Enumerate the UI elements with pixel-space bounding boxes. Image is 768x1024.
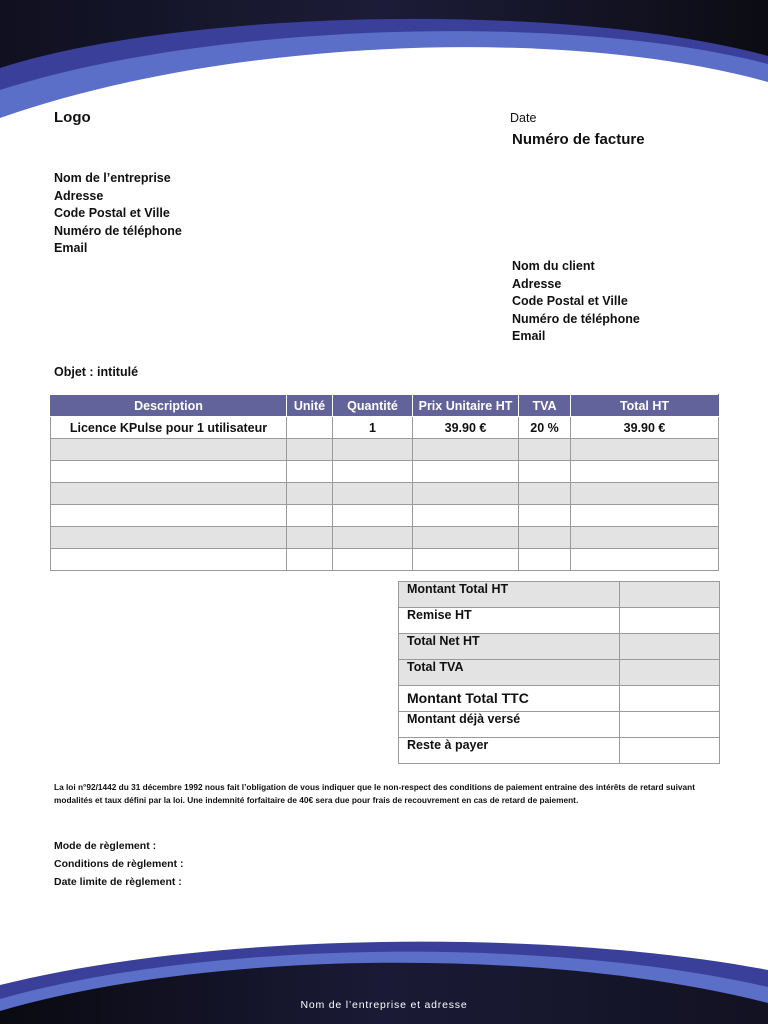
payment-mode-label: Mode de règlement : [54, 840, 157, 852]
col-header-unit-price: Prix Unitaire HT [413, 395, 519, 417]
table-cell [51, 461, 287, 483]
item-unit [287, 417, 333, 439]
item-quantity: 1 [333, 417, 413, 439]
totals-row [399, 582, 720, 608]
item-vat: 20 % [519, 417, 571, 439]
table-cell [51, 505, 287, 527]
company-name: Nom de l’entreprise [54, 171, 171, 185]
table-cell [287, 505, 333, 527]
table-cell [571, 439, 719, 461]
table-row [51, 483, 719, 505]
table-cell [571, 527, 719, 549]
payment-conditions-label: Conditions de règlement : [54, 858, 184, 870]
col-header-total: Total HT [571, 395, 719, 417]
table-cell [571, 483, 719, 505]
table-cell [51, 549, 287, 571]
table-cell [519, 439, 571, 461]
table-cell [571, 505, 719, 527]
client-email: Email [512, 329, 546, 343]
table-cell [519, 527, 571, 549]
legal-notice: La loi n°92/1442 du 31 décembre 1992 nous fait l’obligation de vous indiquer que le non-respect des conditions de paiement entraine des intérêts de retard suivant modalités et taux défini par la loi. Une indemnité forfaitaire de 40€ sera due pour frais de recouvrement en cas de retard de paiement. [54, 782, 695, 805]
total-ht-label: Montant Total HT [399, 582, 620, 608]
footer-company-address: Nom de l’entreprise et adresse [300, 999, 468, 1011]
table-cell [519, 483, 571, 505]
total-net-ht-value [620, 634, 720, 660]
table-cell [287, 483, 333, 505]
totals-row [399, 686, 720, 712]
totals-row [399, 738, 720, 764]
client-phone: Numéro de téléphone [512, 311, 640, 326]
table-cell [333, 549, 413, 571]
company-email: Email [54, 241, 88, 255]
table-cell [333, 483, 413, 505]
table-cell [287, 527, 333, 549]
table-cell [51, 527, 287, 549]
total-ttc-value [620, 686, 720, 712]
logo-placeholder: Logo [54, 109, 91, 126]
invoice-subject: Objet : intitulé [54, 365, 139, 379]
item-unit-price: 39.90 € [413, 417, 519, 439]
table-cell [51, 439, 287, 461]
item-description: Licence KPulse pour 1 utilisateur [51, 417, 287, 439]
table-row [51, 461, 719, 483]
item-total: 39.90 € [571, 417, 719, 439]
totals-row [399, 660, 720, 686]
totals-row [399, 634, 720, 660]
table-row [51, 505, 719, 527]
items-table [50, 394, 719, 571]
company-block [54, 170, 182, 258]
discount-ht-value [620, 608, 720, 634]
total-ht-value [620, 582, 720, 608]
col-header-vat: TVA [519, 395, 571, 417]
totals-table [398, 581, 720, 764]
client-address: Adresse [512, 276, 562, 291]
col-header-description: Description [51, 395, 287, 417]
payment-deadline-label: Date limite de règlement : [54, 876, 182, 888]
col-header-quantity: Quantité [333, 395, 413, 417]
table-cell [413, 461, 519, 483]
table-cell [287, 461, 333, 483]
table-cell [333, 527, 413, 549]
table-cell [51, 483, 287, 505]
table-cell [413, 483, 519, 505]
balance-due-label: Reste à payer [399, 738, 620, 764]
table-row [51, 527, 719, 549]
amount-paid-value [620, 712, 720, 738]
table-cell [413, 549, 519, 571]
table-row [51, 417, 719, 439]
totals-row [399, 608, 720, 634]
company-postal-city: Code Postal et Ville [54, 206, 170, 220]
table-cell [413, 505, 519, 527]
company-phone: Numéro de téléphone [54, 223, 182, 238]
table-cell [413, 439, 519, 461]
company-address: Adresse [54, 188, 104, 203]
client-block [512, 258, 640, 346]
table-row [51, 549, 719, 571]
table-cell [333, 461, 413, 483]
date-label: Date [510, 111, 537, 125]
balance-due-value [620, 738, 720, 764]
invoice-number-label: Numéro de facture [512, 131, 645, 148]
table-cell [287, 549, 333, 571]
table-cell [333, 505, 413, 527]
table-row [51, 439, 719, 461]
amount-paid-label: Montant déjà versé [399, 712, 620, 738]
total-vat-value [620, 660, 720, 686]
discount-ht-label: Remise HT [399, 608, 620, 634]
table-cell [571, 549, 719, 571]
total-net-ht-label: Total Net HT [399, 634, 620, 660]
totals-row [399, 712, 720, 738]
client-postal-city: Code Postal et Ville [512, 294, 628, 308]
table-cell [333, 439, 413, 461]
total-ttc-label: Montant Total TTC [399, 686, 620, 712]
table-cell [413, 527, 519, 549]
table-cell [519, 461, 571, 483]
table-cell [519, 549, 571, 571]
client-name: Nom du client [512, 259, 595, 273]
col-header-unit: Unité [287, 395, 333, 417]
table-cell [571, 461, 719, 483]
table-cell [287, 439, 333, 461]
table-cell [519, 505, 571, 527]
header-wave-decoration [0, 0, 768, 120]
items-header-row [51, 395, 719, 417]
total-vat-label: Total TVA [399, 660, 620, 686]
